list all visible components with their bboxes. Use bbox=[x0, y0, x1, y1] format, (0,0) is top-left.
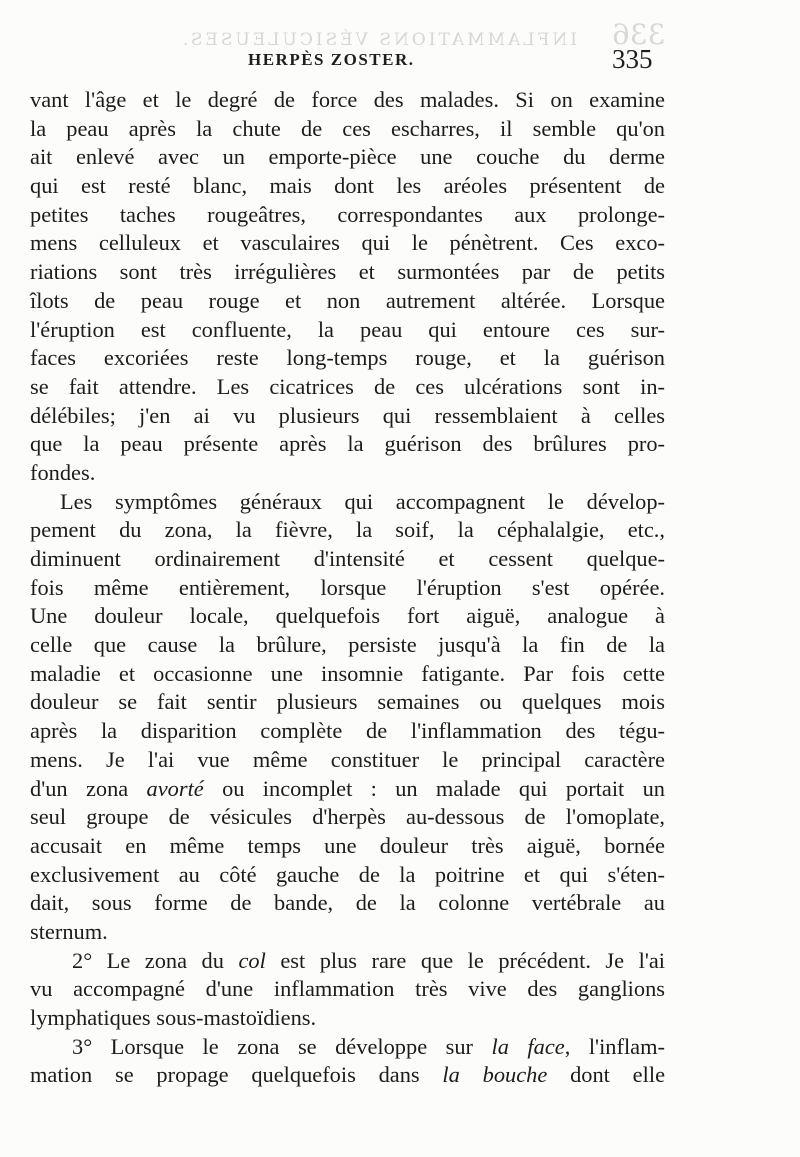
numbered-paragraph-line bbox=[30, 1033, 665, 1062]
bleed-through-running-head: INFLAMMATIONS VÉSICULEUSES. bbox=[180, 30, 577, 50]
text-run: 3° Lorsque le zona se développe sur bbox=[72, 1033, 492, 1059]
text-line: mens celluleux et vasculaires qui le pénètrent. Ces exco- bbox=[30, 230, 665, 256]
text-line: petites taches rougeâtres, correspondantes aux prolonge- bbox=[30, 201, 665, 227]
body-text bbox=[30, 86, 665, 1090]
text-line: maladie et occasionne une insomnie fatigante. Par fois cette bbox=[30, 660, 665, 686]
text-line: sternum. bbox=[30, 918, 108, 944]
running-head: HERPÈS ZOSTER. bbox=[248, 50, 415, 69]
italic-term: avorté bbox=[146, 775, 204, 801]
text-line-with-italic bbox=[30, 775, 665, 804]
page-header bbox=[0, 44, 800, 80]
text-line: vant l'âge et le degré de force des malades. Si on examine bbox=[30, 87, 665, 112]
text-run: mation se propage quelquefois dans bbox=[30, 1062, 443, 1088]
text-run: , l'inflam- bbox=[564, 1033, 665, 1059]
text-run: d'un zona bbox=[30, 775, 147, 801]
text-line: vu accompagné d'une inflammation très vive des ganglions bbox=[30, 976, 665, 1002]
italic-term: col bbox=[238, 947, 266, 973]
text-line: fois même entièrement, lorsque l'éruption s'est opérée. bbox=[30, 574, 665, 600]
italic-term: la face bbox=[491, 1033, 565, 1059]
paragraph-start-line: Les symptômes généraux qui accompagnent le dévelop- bbox=[60, 488, 665, 514]
text-line: dait, sous forme de bande, de la colonne vertébrale au bbox=[30, 890, 665, 916]
text-line: accusait en même temps une douleur très aiguë, bornée bbox=[30, 832, 665, 858]
text-run: 2° Le zona du bbox=[72, 947, 239, 973]
text-line: se fait attendre. Les cicatrices de ces ulcérations sont in- bbox=[30, 373, 665, 399]
numbered-paragraph-line bbox=[30, 947, 665, 976]
text-line: l'éruption est confluente, la peau qui entoure ces sur- bbox=[30, 316, 665, 342]
text-line: lymphatiques sous-mastoïdiens. bbox=[30, 1005, 317, 1030]
text-line: douleur se fait sentir plusieurs semaines ou quelques mois bbox=[30, 689, 665, 715]
text-line: ait enlevé avec un emporte-pièce une couche du derme bbox=[30, 144, 665, 170]
text-line: fondes. bbox=[30, 459, 96, 485]
text-run: dont elle bbox=[547, 1062, 666, 1088]
text-line: îlots de peau rouge et non autrement altérée. Lorsque bbox=[30, 287, 665, 313]
text-line: riations sont très irrégulières et surmontées par de petits bbox=[30, 259, 665, 285]
text-line: Une douleur locale, quelquefois fort aiguë, analogue à bbox=[30, 603, 665, 629]
text-line: exclusivement au côté gauche de la poitrine et qui s'éten- bbox=[30, 861, 665, 887]
text-line: qui est resté blanc, mais dont les aréoles présentent de bbox=[30, 173, 665, 199]
text-line: après la disparition complète de l'inflammation des tégu- bbox=[30, 718, 665, 744]
text-line: seul groupe de vésicules d'herpès au-dessous de l'omoplate, bbox=[30, 804, 665, 830]
text-line: mens. Je l'ai vue même constituer le principal caractère bbox=[30, 746, 665, 772]
text-run: ou incomplet : un malade qui portait un bbox=[203, 775, 665, 801]
text-line: délébiles; j'en ai vu plusieurs qui ressemblaient à celles bbox=[30, 402, 665, 428]
text-run: est plus rare que le précédent. Je l'ai bbox=[265, 947, 666, 973]
bleed-through-page-number: 336 bbox=[612, 18, 666, 51]
italic-term: la bouche bbox=[442, 1062, 548, 1088]
text-line: diminuent ordinairement d'intensité et cessent quelque- bbox=[30, 546, 665, 571]
text-line: que la peau présente après la guérison des brûlures pro- bbox=[30, 431, 665, 457]
text-line-with-italic bbox=[30, 1061, 665, 1090]
page-number: 335 bbox=[612, 44, 653, 74]
text-line: faces excoriées reste long-temps rouge, et la guérison bbox=[30, 345, 665, 371]
text-line: celle que cause la brûlure, persiste jusqu'à la fin de la bbox=[30, 632, 665, 658]
text-line: la peau après la chute de ces escharres, il semble qu'on bbox=[30, 115, 665, 141]
text-line: pement du zona, la fièvre, la soif, la céphalalgie, etc., bbox=[30, 517, 665, 543]
